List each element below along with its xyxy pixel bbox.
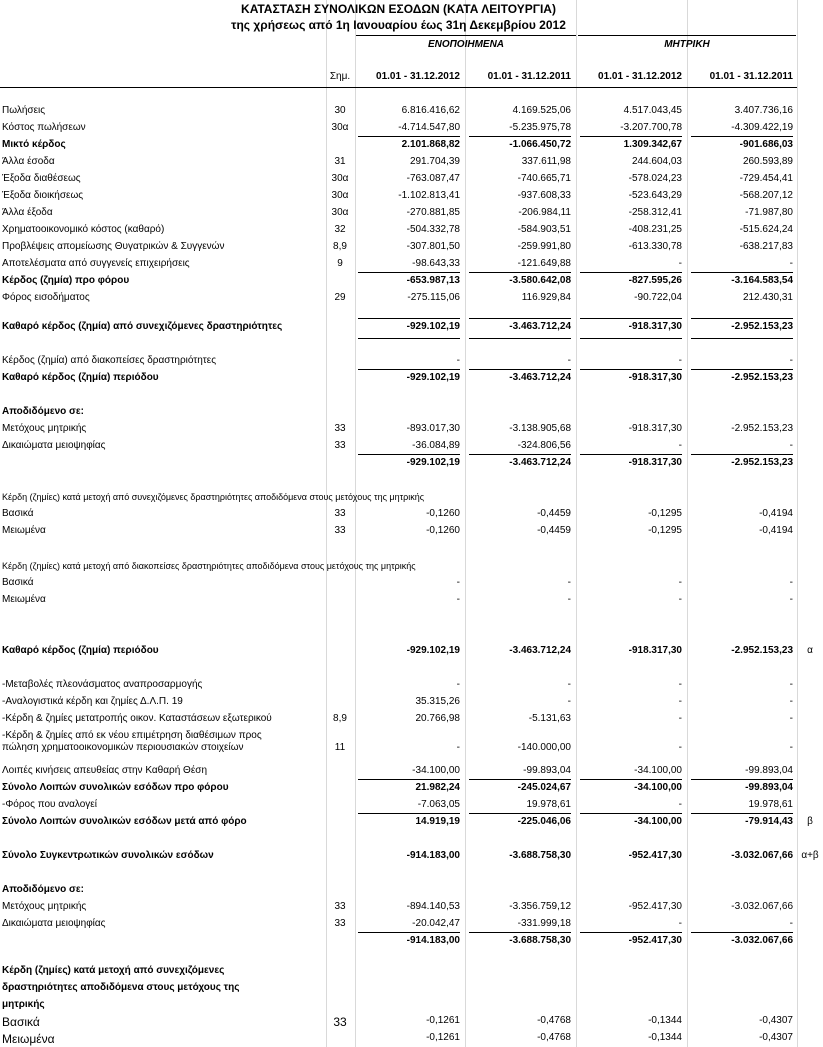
row-label: Βασικά [2, 577, 34, 588]
row-value: -0,1260 [426, 525, 460, 536]
subtotal-rule [358, 369, 460, 370]
row-value: -71.987,80 [745, 207, 793, 218]
row-value: -653.987,13 [406, 275, 460, 286]
row-value: -937.608,33 [517, 190, 571, 201]
row-value: -324.806,56 [517, 440, 571, 451]
row-value: -0,1295 [648, 508, 682, 519]
row-value: 4.169.525,06 [512, 105, 571, 116]
row-value: 4.517.043,45 [623, 105, 682, 116]
row-value: -0,4768 [537, 1032, 571, 1043]
subtotal-rule [580, 813, 682, 814]
row-label: Κέρδος (ζημία) από διακοπείσες δραστηριότητες [2, 355, 217, 366]
row-value: -90.722,04 [634, 292, 682, 303]
row-value: -7.063,05 [417, 799, 460, 810]
row-value: -1.066.450,72 [509, 139, 571, 150]
row-value: -0,4194 [759, 525, 793, 536]
row-note: 30α [331, 207, 349, 218]
row-value: -3.463.712,24 [509, 321, 571, 332]
row-note: 33 [334, 423, 346, 434]
row-value: -918.317,30 [628, 423, 682, 434]
row-value: -245.024,67 [517, 782, 571, 793]
row-value: -929.102,19 [406, 457, 460, 468]
row-value: -3.463.712,24 [509, 457, 571, 468]
subtotal-rule [358, 454, 460, 455]
row-value: - [678, 713, 682, 724]
grid-line [687, 0, 688, 1047]
row-value: -918.317,30 [628, 321, 682, 332]
row-note: 33 [334, 901, 346, 912]
row-value: - [789, 258, 793, 269]
row-value: - [567, 679, 571, 690]
row-value: -99.893,04 [745, 782, 793, 793]
row-value: - [456, 742, 460, 753]
col-header-1: 01.01 - 31.12.2012 [376, 71, 460, 82]
subtotal-rule [469, 932, 571, 933]
row-value: -3.356.759,12 [509, 901, 571, 912]
row-value: - [678, 440, 682, 451]
row-value: 1.309.342,67 [623, 139, 682, 150]
row-value: - [678, 355, 682, 366]
row-marker: α+β [801, 850, 819, 861]
row-note: 33 [333, 1015, 347, 1029]
row-value: -952.417,30 [628, 850, 682, 861]
row-label: Μετόχους μητρικής [2, 901, 87, 912]
row-value: -952.417,30 [628, 901, 682, 912]
row-value: 3.407.736,16 [734, 105, 793, 116]
row-value: -638.217,83 [739, 241, 793, 252]
row-label: Πωλήσεις [2, 105, 46, 116]
row-value: -0,4307 [759, 1015, 793, 1026]
row-value: -1.102.813,41 [398, 190, 460, 201]
row-value: 244.604,03 [631, 156, 682, 167]
subtotal-rule [358, 932, 460, 933]
subtotal-rule [691, 932, 793, 933]
row-value: -0,1261 [426, 1032, 460, 1043]
row-note: 11 [334, 742, 346, 753]
row-value: -408.231,25 [628, 224, 682, 235]
row-value: - [567, 594, 571, 605]
group-parent: ΜΗΤΡΙΚΗ [664, 39, 710, 50]
row-note: 9 [337, 258, 343, 269]
row-value: -918.317,30 [628, 645, 682, 656]
subtotal-rule [580, 779, 682, 780]
row-value: -3.032.067,66 [731, 850, 793, 861]
row-value: -0,4459 [537, 525, 571, 536]
grid-line [576, 0, 577, 1047]
subtotal-rule [691, 318, 793, 319]
row-value: 19.978,61 [748, 799, 793, 810]
row-value: -34.100,00 [412, 765, 460, 776]
row-label: Έξοδα διοικήσεως [2, 190, 84, 201]
subtotal-rule [469, 813, 571, 814]
row-label: Καθαρό κέρδος (ζημία) περιόδου [2, 372, 159, 383]
row-value: -952.417,30 [628, 935, 682, 946]
row-value: -331.999,18 [517, 918, 571, 929]
row-value: -0,4768 [537, 1015, 571, 1026]
row-value: -3.164.583,54 [731, 275, 793, 286]
row-value: -3.688.758,30 [509, 935, 571, 946]
row-value: -901.686,03 [739, 139, 793, 150]
row-value: - [567, 355, 571, 366]
row-label: Μειωμένα [2, 525, 46, 536]
row-value: 260.593,89 [742, 156, 793, 167]
row-value: -99.893,04 [523, 765, 571, 776]
row-value: - [789, 713, 793, 724]
row-label: Σύνολο Συγκεντρωτικών συνολικών εσόδων [2, 850, 214, 861]
row-label: Μειωμένα [2, 594, 46, 605]
row-label: -Κέρδη & ζημίες μετατροπής οικον. Καταστάσεων εξωτερικού [2, 713, 272, 724]
row-value: -918.317,30 [628, 457, 682, 468]
row-label: πώληση χρηματοοικονομικών περιουσιακών στοιχείων [2, 742, 244, 753]
row-label: Βασικά [2, 1015, 40, 1029]
row-value: - [789, 679, 793, 690]
row-value: -2.952.153,23 [731, 423, 793, 434]
row-label: Δικαιώματα μειοψηφίας [2, 918, 106, 929]
row-value: -3.032.067,66 [731, 901, 793, 912]
row-value: 14.919,19 [415, 816, 460, 827]
row-note: 33 [334, 508, 346, 519]
row-value: - [678, 577, 682, 588]
row-note: 30α [331, 190, 349, 201]
row-label: Δικαιώματα μειοψηφίας [2, 440, 106, 451]
row-value: -307.801,50 [406, 241, 460, 252]
row-note: 33 [334, 918, 346, 929]
row-value: -578.024,23 [628, 173, 682, 184]
row-value: -504.332,78 [406, 224, 460, 235]
subtotal-rule [691, 272, 793, 273]
row-value: -740.665,71 [517, 173, 571, 184]
row-value: -20.042,47 [412, 918, 460, 929]
row-value: - [567, 577, 571, 588]
col-header-4: 01.01 - 31.12.2011 [709, 71, 793, 82]
row-value: -4.309.422,19 [731, 122, 793, 133]
row-value: 2.101.868,82 [401, 139, 460, 150]
row-value: -929.102,19 [406, 372, 460, 383]
row-label: Κόστος πωλήσεων [2, 122, 86, 133]
row-value: 337.611,98 [521, 156, 571, 167]
row-label: Κέρδος (ζημία) προ φόρου [2, 275, 130, 286]
row-value: -121.649,88 [517, 258, 571, 269]
row-value: - [678, 696, 682, 707]
row-value: - [789, 355, 793, 366]
row-value: -3.688.758,30 [509, 850, 571, 861]
subtotal-rule [580, 136, 682, 137]
row-value: -3.207.700,78 [620, 122, 682, 133]
row-label: Άλλα έσοδα [2, 156, 55, 167]
row-label: μητρικής [2, 999, 45, 1010]
subtotal-rule [580, 272, 682, 273]
row-value: -34.100,00 [634, 816, 682, 827]
row-label: Βασικά [2, 508, 34, 519]
row-label: Αποτελέσματα από συγγενείς επιχειρήσεις [2, 258, 190, 269]
row-value: - [456, 355, 460, 366]
row-note: 33 [334, 525, 346, 536]
row-value: - [456, 594, 460, 605]
row-value: -99.893,04 [745, 765, 793, 776]
subtotal-rule [469, 779, 571, 780]
row-note: 8,9 [333, 241, 347, 252]
row-value: -929.102,19 [406, 645, 460, 656]
row-value: 20.766,98 [415, 713, 460, 724]
row-label: Σύνολο Λοιπών συνολικών εσόδων μετά από φόρο [2, 816, 247, 827]
row-marker: α [807, 645, 813, 656]
row-label: Λοιπές κινήσεις απευθείας στην Καθαρή Θέση [2, 765, 208, 776]
row-value: -259.991,80 [517, 241, 571, 252]
row-value: - [456, 679, 460, 690]
col-header-3: 01.01 - 31.12.2012 [598, 71, 682, 82]
row-value: -275.115,06 [407, 292, 460, 303]
grid-line [797, 0, 798, 1047]
subtotal-rule [691, 369, 793, 370]
row-note: 32 [334, 224, 346, 235]
subtotal-rule [580, 454, 682, 455]
row-value: -79.914,43 [745, 816, 793, 827]
row-value: - [678, 679, 682, 690]
row-value: -2.952.153,23 [731, 372, 793, 383]
row-value: 291.704,39 [409, 156, 460, 167]
row-value: -2.952.153,23 [731, 457, 793, 468]
row-value: -98.643,33 [412, 258, 460, 269]
row-label: Κέρδη (ζημίες) κατά μετοχή από διακοπείσες δραστηριότητες αποδιδόμενα στους μετόχους της μητρικής [2, 561, 416, 571]
row-value: -2.952.153,23 [731, 645, 793, 656]
row-note: 33 [334, 440, 346, 451]
row-value: 212.430,31 [742, 292, 793, 303]
group-consolidated: ΕΝΟΠΟΙΗΜΕΝΑ [427, 39, 505, 50]
row-label: -Μεταβολές πλεονάσματος αναπροσαρμογής [2, 679, 203, 690]
subtotal-rule [358, 272, 460, 273]
row-value: -5.131,63 [528, 713, 571, 724]
row-value: -0,4194 [759, 508, 793, 519]
subtotal-rule [358, 136, 460, 137]
row-note: 8,9 [333, 713, 347, 724]
row-label: Έξοδα διαθέσεως [2, 173, 81, 184]
subtotal-rule [469, 318, 571, 319]
subtotal-rule [580, 338, 682, 339]
row-label: -Φόρος που αναλογεί [2, 799, 97, 810]
row-label: Μετόχους μητρικής [2, 423, 87, 434]
row-value: -36.084,89 [412, 440, 460, 451]
header-rule [0, 87, 797, 88]
row-value: 6.816.416,62 [401, 105, 460, 116]
row-value: -3.580.642,08 [509, 275, 571, 286]
row-value: -3.138.905,68 [509, 423, 571, 434]
row-value: -0,4307 [759, 1032, 793, 1043]
row-label: Σύνολο Λοιπών συνολικών εσόδων προ φόρου [2, 782, 229, 793]
row-value: -3.463.712,24 [509, 372, 571, 383]
row-value: -4.714.547,80 [398, 122, 460, 133]
subtotal-rule [469, 369, 571, 370]
col-note-header: Σημ. [329, 71, 351, 82]
row-value: -0,1260 [426, 508, 460, 519]
subtotal-rule [580, 369, 682, 370]
row-value: - [789, 594, 793, 605]
subtotal-rule [580, 932, 682, 933]
subtotal-rule [691, 136, 793, 137]
row-value: -929.102,19 [406, 321, 460, 332]
row-value: -0,1344 [648, 1032, 682, 1043]
row-value: -34.100,00 [634, 765, 682, 776]
row-note: 30α [331, 173, 349, 184]
row-value: -914.183,00 [406, 935, 460, 946]
row-note: 31 [334, 156, 346, 167]
row-value: 35.315,26 [415, 696, 460, 707]
row-value: -894.140,53 [406, 901, 460, 912]
row-value: -0,4459 [537, 508, 571, 519]
row-label: Χρηματοοικονομικό κόστος (καθαρό) [2, 224, 165, 235]
row-value: -0,1295 [648, 525, 682, 536]
row-value: -893.017,30 [406, 423, 460, 434]
row-value: - [678, 918, 682, 929]
grid-line [465, 0, 466, 1047]
header-rule [356, 35, 576, 36]
row-note: 29 [334, 292, 346, 303]
subtotal-rule [469, 338, 571, 339]
row-value: -2.952.153,23 [731, 321, 793, 332]
row-value: - [789, 440, 793, 451]
col-header-2: 01.01 - 31.12.2011 [487, 71, 571, 82]
row-label: Άλλα έξοδα [2, 207, 53, 218]
row-value: -523.643,29 [628, 190, 682, 201]
row-value: -3.463.712,24 [509, 645, 571, 656]
subtotal-rule [358, 813, 460, 814]
row-label: Μικτό κέρδος [2, 139, 66, 150]
row-value: -613.330,78 [628, 241, 682, 252]
row-value: - [678, 799, 682, 810]
row-value: -515.624,24 [739, 224, 793, 235]
row-note: 30α [331, 122, 349, 133]
row-value: -206.984,11 [518, 207, 571, 218]
row-value: -763.087,47 [406, 173, 460, 184]
row-value: - [789, 742, 793, 753]
row-value: 19.978,61 [526, 799, 571, 810]
row-label: Μειωμένα [2, 1032, 55, 1046]
row-value: -827.595,26 [628, 275, 682, 286]
row-value: -568.207,12 [739, 190, 793, 201]
row-note: 30 [334, 105, 346, 116]
row-value: -3.032.067,66 [731, 935, 793, 946]
row-label: Φόρος εισοδήματος [2, 292, 90, 303]
row-value: - [789, 577, 793, 588]
subtotal-rule [691, 779, 793, 780]
row-label: Κέρδη (ζημίες) κατά μετοχή από συνεχιζόμενες δραστηριότητες αποδιδόμενα στους μετόχους της μητρικής [2, 492, 425, 502]
row-label: Προβλέψεις απομείωσης Θυγατρικών & Συγγενών [2, 241, 225, 252]
row-value: - [789, 918, 793, 929]
subtotal-rule [580, 318, 682, 319]
row-label: Αποδιδόμενο σε: [2, 884, 84, 895]
row-value: 21.982,24 [415, 782, 460, 793]
page-title: ΚΑΤΑΣΤΑΣΗ ΣΥΝΟΛΙΚΩΝ ΕΣΟΔΩΝ (ΚΑΤΑ ΛΕΙΤΟΥΡΓΙΑ) [241, 2, 556, 16]
header-rule [578, 35, 796, 36]
row-value: -918.317,30 [628, 372, 682, 383]
row-label: Αποδιδόμενο σε: [2, 406, 84, 417]
subtotal-rule [358, 779, 460, 780]
row-label: -Αναλογιστικά κέρδη και ζημίες Δ.Λ.Π. 19 [2, 696, 183, 707]
row-value: -0,1344 [648, 1015, 682, 1026]
row-value: 116.929,84 [521, 292, 571, 303]
row-label: Καθαρό κέρδος (ζημία) περιόδου [2, 645, 159, 656]
row-value: - [789, 696, 793, 707]
row-value: -914.183,00 [406, 850, 460, 861]
row-value: -729.454,41 [739, 173, 793, 184]
row-label: Κέρδη (ζημίες) κατά μετοχή από συνεχιζόμενες [2, 965, 225, 976]
row-value: -270.881,85 [406, 207, 460, 218]
row-value: -34.100,00 [634, 782, 682, 793]
row-value: -258.312,41 [628, 207, 682, 218]
row-label: δραστηριότητες αποδιδόμενα στους μετόχους της [2, 982, 240, 993]
row-value: - [678, 594, 682, 605]
row-label: -Κέρδη & ζημίες από εκ νέου επιμέτρηση διαθέσιμων προς [2, 730, 262, 741]
subtotal-rule [358, 338, 460, 339]
row-label: Καθαρό κέρδος (ζημία) από συνεχιζόμενες δραστηριότητες [2, 321, 283, 332]
subtotal-rule [469, 136, 571, 137]
row-value: - [678, 258, 682, 269]
row-value: -225.046,06 [517, 816, 571, 827]
subtotal-rule [691, 813, 793, 814]
subtotal-rule [691, 338, 793, 339]
subtotal-rule [469, 272, 571, 273]
row-value: -584.903,51 [517, 224, 571, 235]
row-value: -5.235.975,78 [509, 122, 571, 133]
row-value: -140.000,00 [517, 742, 571, 753]
subtotal-rule [358, 318, 460, 319]
row-value: - [456, 577, 460, 588]
row-value: - [678, 742, 682, 753]
row-value: - [567, 696, 571, 707]
subtotal-rule [469, 454, 571, 455]
page-subtitle: της χρήσεως από 1η Ιανουαρίου έως 31η Δεκεμβρίου 2012 [231, 18, 566, 32]
subtotal-rule [691, 454, 793, 455]
row-value: -0,1261 [426, 1015, 460, 1026]
row-marker: β [807, 816, 813, 827]
